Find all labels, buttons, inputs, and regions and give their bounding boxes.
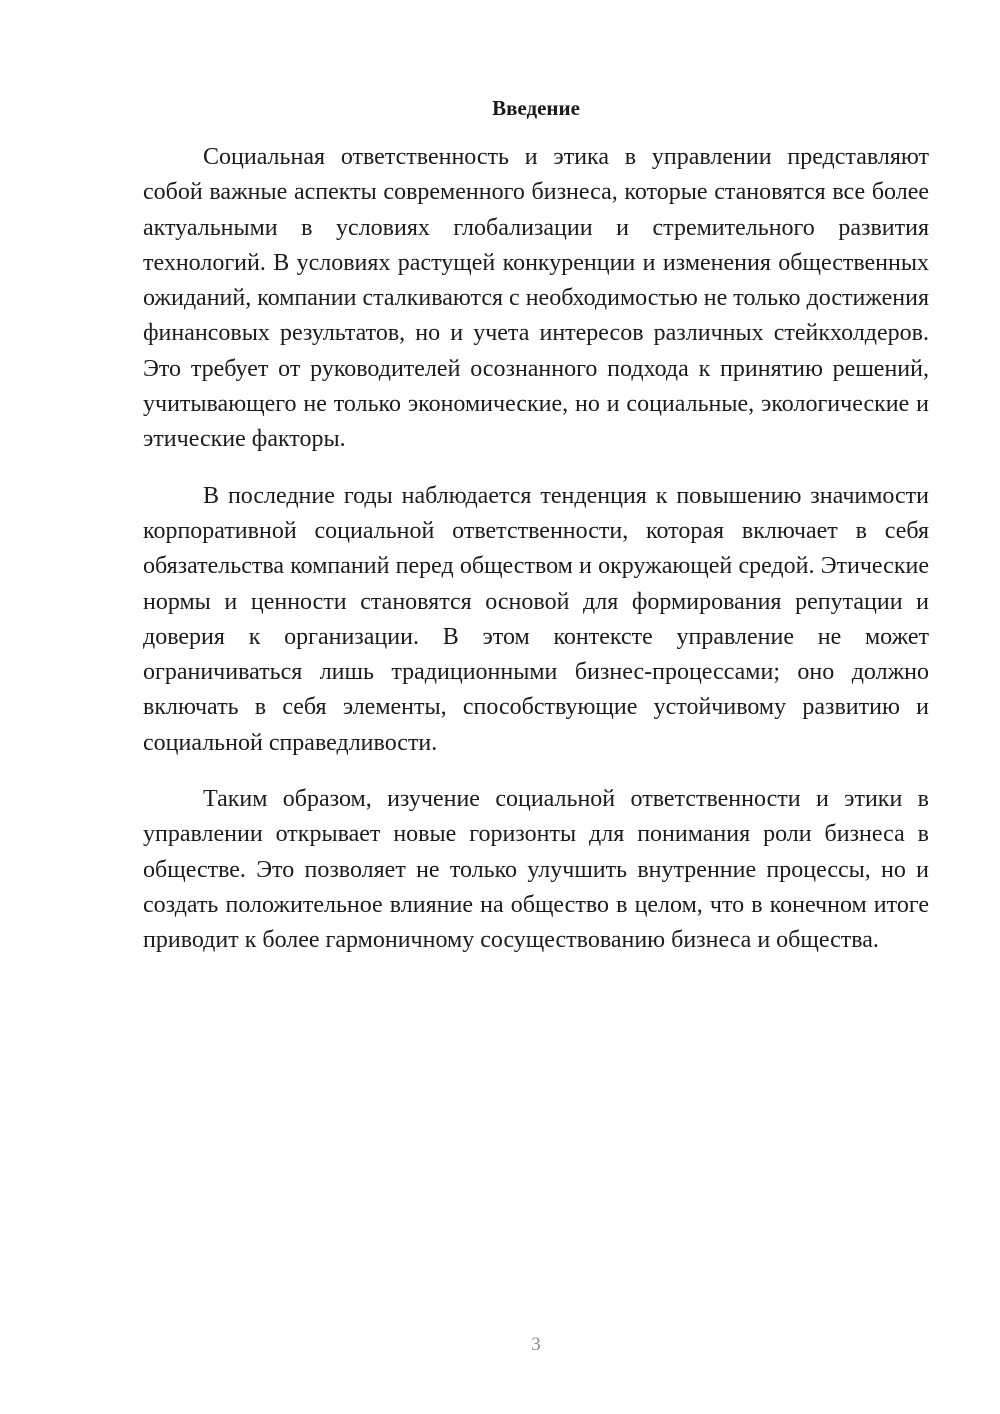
page-number: 3 [531,1334,541,1355]
paragraph-1: Социальная ответственность и этика в управлении представляют собой важные аспекты современного бизнеса, которые становятся все более актуальными в условиях глобализации и стремительного развития технологий. В условиях растущей конкуренции и изменения общественных ожиданий, компании сталкиваются с необходимостью не только достижения финансовых результатов, но и учета интересов различных стейкхолдеров. Это требует от руководителей осознанного подхода к принятию решений, учитывающего не только экономические, но и социальные, экологические и этические факторы. [143,144,929,453]
paragraph-2: В последние годы наблюдается тенденция к повышению значимости корпоративной социальной ответственности, которая включает в себя обязательства компаний перед обществом и окружающей средой. Этические нормы и ценности становятся основой для формирования репутации и доверия к организации. В этом контексте управление не может ограничиваться лишь традиционными бизнес-процессами; оно должно включать в себя элементы, способствующие устойчивому развитию и социальной справедливости. [143,482,929,756]
paragraph-3: Таким образом, изучение социальной ответственности и этики в управлении открывает новые горизонты для понимания роли бизнеса в обществе. Это позволяет не только улучшить внутренние процессы, но и создать положительное влияние на общество в целом, что в конечном итоге приводит к более гармоничному сосуществованию бизнеса и общества. [143,786,929,954]
document-body [143,140,929,980]
section-heading: Введение [492,96,580,120]
